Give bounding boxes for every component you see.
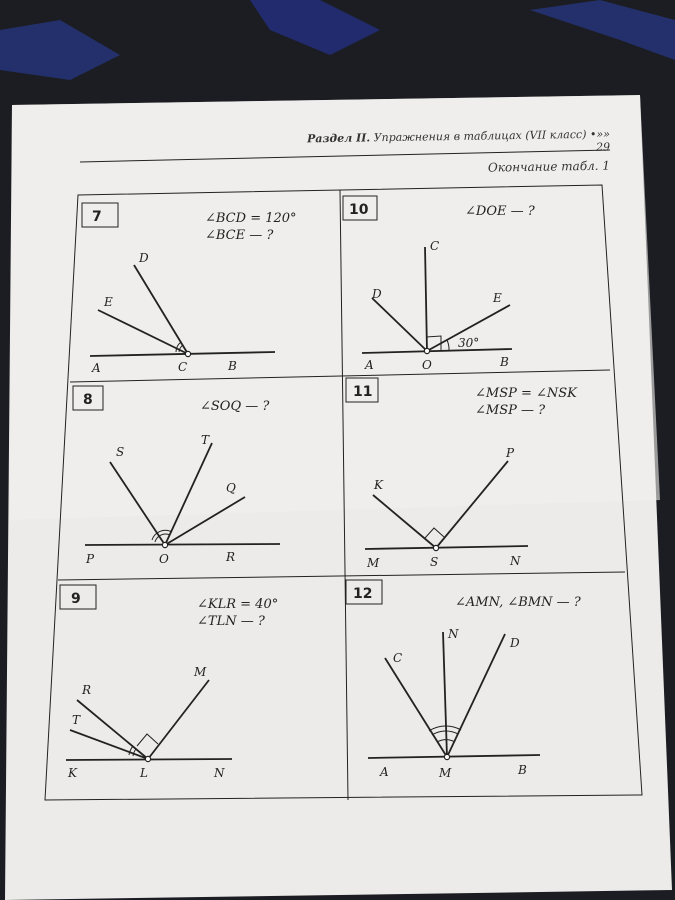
page-marker: •»» — [589, 127, 610, 141]
point-label: N — [510, 554, 521, 568]
task-condition-line-1: ∠SOQ — ? — [200, 399, 270, 414]
ray-os — [110, 462, 165, 545]
section-label: Раздел II. — [306, 131, 371, 146]
point-label: N — [214, 766, 225, 780]
point-label: A — [380, 765, 389, 779]
vertex-point — [162, 542, 167, 547]
angle-arc — [447, 340, 449, 350]
point-label: R — [226, 550, 236, 564]
point-label: P — [86, 552, 95, 566]
table-row-divider-1 — [70, 370, 610, 382]
ray-lm — [148, 680, 209, 759]
right-angle-mark — [425, 528, 444, 538]
ray-sk — [373, 495, 436, 548]
vertex-point — [444, 754, 449, 759]
point-label: S — [430, 555, 439, 569]
angle-arc — [429, 726, 461, 731]
point-label: T — [72, 713, 81, 727]
point-label: D — [139, 251, 149, 265]
line-mn — [365, 546, 528, 549]
task-11 — [346, 378, 578, 570]
task-number: 9 — [71, 591, 81, 607]
line-ab — [362, 349, 512, 353]
task-10 — [343, 196, 536, 372]
ray-oc — [425, 247, 427, 351]
point-label: N — [448, 627, 459, 641]
point-label: L — [140, 766, 148, 780]
task-number: 11 — [353, 384, 373, 400]
point-label: E — [493, 291, 502, 305]
task-condition-line-2: ∠TLN — ? — [197, 614, 265, 629]
point-label: Q — [226, 481, 236, 495]
angle-arc — [432, 731, 458, 735]
table-continuation-label: Окончание табл. 1 — [487, 158, 611, 175]
point-label: A — [92, 361, 101, 375]
task-12 — [346, 580, 582, 780]
point-label: T — [201, 433, 210, 447]
ray-od — [372, 298, 427, 351]
task-number: 12 — [353, 586, 373, 602]
point-label: C — [393, 651, 403, 665]
task-condition-line-1: ∠BCD = 120° — [205, 211, 297, 226]
task-condition-line-2: ∠MSP — ? — [475, 403, 546, 418]
point-label: O — [159, 552, 169, 566]
point-label: B — [518, 763, 527, 777]
ray-lt — [70, 730, 148, 759]
line-ab — [368, 755, 540, 758]
point-label: D — [510, 636, 520, 650]
task-8 — [73, 386, 280, 566]
task-condition-line-1: ∠KLR = 40° — [197, 597, 279, 612]
task-condition-line-1: ∠MSP = ∠NSK — [475, 386, 577, 401]
point-label: K — [374, 478, 383, 492]
page-number: 29 — [595, 140, 611, 154]
point-label: R — [82, 683, 92, 697]
ray-mn — [443, 632, 447, 757]
task-number: 8 — [83, 392, 93, 408]
task-condition-line-1: ∠DOE — ? — [465, 204, 535, 219]
point-label: B — [500, 355, 509, 369]
line-pr — [85, 544, 280, 545]
right-angle-mark — [137, 734, 158, 746]
point-label: M — [439, 766, 452, 780]
vertex-point — [145, 756, 150, 761]
ray-sp — [436, 461, 508, 548]
task-number: 7 — [92, 209, 102, 225]
task-condition-line-2: ∠BCE — ? — [205, 228, 274, 243]
angle-value-label: 30° — [458, 336, 480, 350]
point-label: C — [178, 360, 188, 374]
task-condition-line-1: ∠AMN, ∠BMN — ? — [455, 595, 581, 610]
point-label: P — [506, 446, 515, 460]
point-label: M — [367, 556, 380, 570]
table-row-divider-2 — [58, 572, 625, 580]
task-number: 10 — [349, 202, 369, 218]
vertex-point — [185, 351, 190, 356]
task-7 — [82, 203, 297, 375]
point-label: C — [430, 239, 440, 253]
point-label: D — [372, 287, 382, 301]
section-title: Упражнения в таблицах (VII класс) — [373, 127, 587, 145]
ray-lr — [77, 700, 148, 759]
vertex-point — [424, 348, 429, 353]
point-label: E — [104, 295, 113, 309]
point-label: O — [422, 358, 432, 372]
vertex-point — [433, 545, 438, 550]
task-9 — [60, 585, 278, 780]
ray-ot — [165, 443, 212, 545]
table-column-divider — [340, 190, 348, 800]
point-label: M — [194, 665, 207, 679]
line-ab — [90, 352, 275, 356]
point-label: K — [68, 766, 77, 780]
point-label: S — [116, 445, 125, 459]
point-label: A — [365, 358, 374, 372]
header-rule — [80, 150, 610, 162]
point-label: B — [228, 359, 237, 373]
ray-md — [447, 634, 505, 757]
